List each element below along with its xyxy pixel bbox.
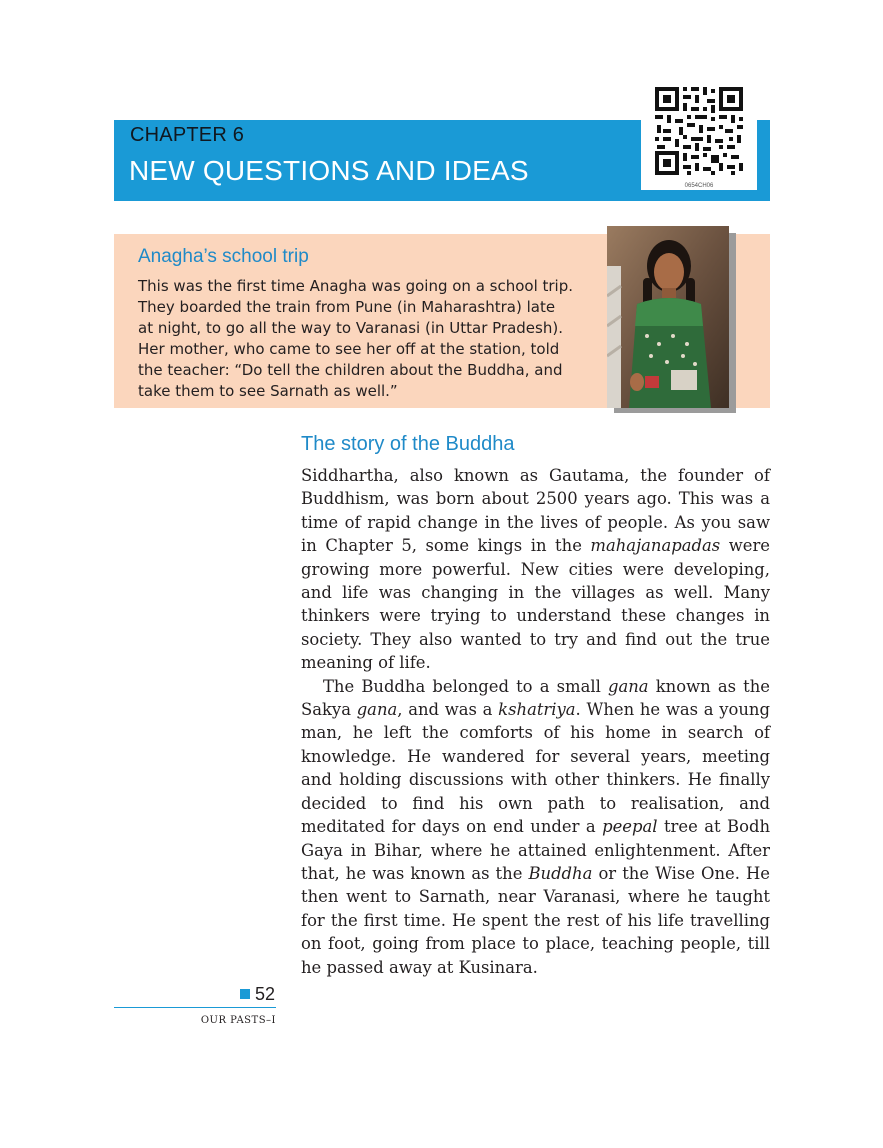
intro-line: the teacher: “Do tell the children about the Buddha, and [138,361,563,379]
chapter-label: CHAPTER 6 [130,124,245,146]
intro-line: at night, to go all the way to Varanasi (in Uttar Pradesh). [138,319,563,337]
page-number: 52 [255,984,276,1004]
qr-code-caption: 0654CH06 [684,183,714,189]
qr-code-panel[interactable] [641,80,757,190]
intro-line: Her mother, who came to see her off at the station, told [138,340,560,358]
girl-photo [607,226,729,408]
qr-code-icon [653,85,745,177]
intro-heading: Anagha’s school trip [138,246,309,267]
square-bullet-icon [240,989,250,999]
chapter-title: NEW QUESTIONS AND IDEAS [129,155,529,186]
section-heading: The story of the Buddha [301,433,515,455]
intro-line: They boarded the train from Pune (in Maharashtra) late [138,298,556,316]
intro-text [138,276,598,402]
paragraph-1: Siddhartha, also known as Gautama, the founder of Buddhism, was born about 2500 years ago. This was a time of rapid change in the lives of people. As you saw in Chapter 5, some kings in the mahajanapadas were growing more powerful. New cities were developing, and life was changing in the villages as well. Many thinkers were trying to understand these changes in society. They also wanted to try and find out the true meaning of life. [301,466,770,673]
paragraph-2: The Buddha belonged to a small gana known as the Sakya gana, and was a kshatriya. When he was a young man, he left the comforts of his home in search of knowledge. He wandered for several years, meeting and holding discussions with other thinkers. He finally decided to find his own path to realisation, and meditated for days on end under a peepal tree at Bodh Gaya in Bihar, where he attained enlightenment. After that, he was known as the Buddha or the Wise One. He then went to Sarnath, near Varanasi, where he taught for the first time. He spent the rest of his life travelling on foot, going from place to place, teaching people, till he passed away at Kusinara. [301,676,771,977]
body-text [301,464,770,979]
book-title: OUR PASTS–I [200,1015,276,1026]
intro-line: This was the first time Anagha was going on a school trip. [138,277,574,295]
footer-divider [114,1007,276,1008]
girl-photo-image [607,226,729,408]
intro-line: take them to see Sarnath as well.” [138,382,398,400]
